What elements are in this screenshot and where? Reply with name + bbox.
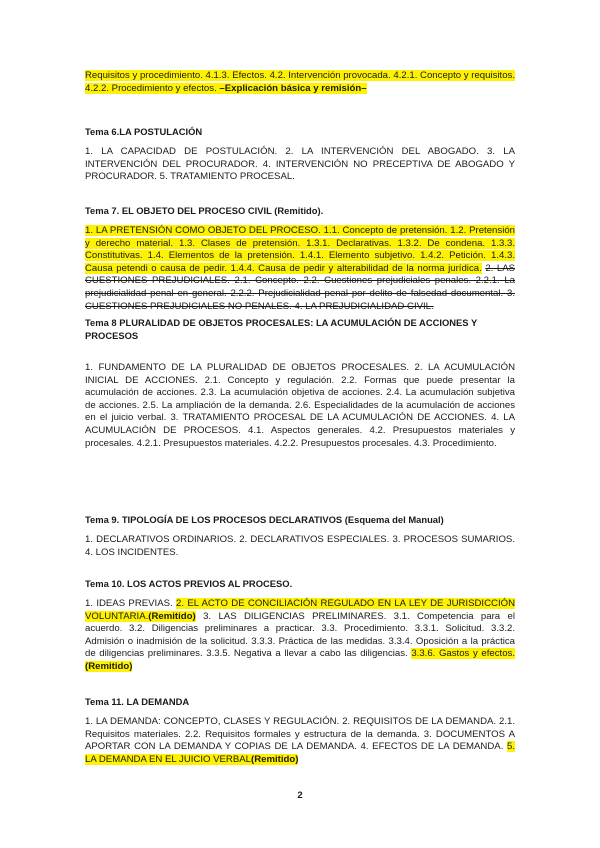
tema9-title: Tema 9. TIPOLOGÍA DE LOS PROCESOS DECLARATIVOS (Esquema del Manual) xyxy=(85,514,444,525)
tema10-text-1: 1. IDEAS PREVIAS. xyxy=(85,598,176,609)
tema11-juicio-verbal: 5. LA DEMANDA EN EL JUICIO VERBAL xyxy=(85,741,515,765)
tema10-remitido-1: (Remitido) xyxy=(148,610,196,622)
tema7-struck-text: 2. LAS CUESTIONES PREJUDICIALES. 2.1. Concepto. 2.2. Cuestiones prejudiciales penales. 2.2.1. La prejudicialidad penal en general. 2.2.2. Prejudicialidad penal por delito de falsedad documental. 3. CUESTIONES PREJUDICIALES NO PENALES. 4. LA PREJUDICIALIDAD CIVIL. xyxy=(85,262,515,312)
tema10-remitido-2: (Remitido) xyxy=(85,660,133,672)
tema9-body: 1. DECLARATIVOS ORDINARIOS. 2. DECLARATIVOS ESPECIALES. 3. PROCESOS SUMARIOS. 4. LOS INCIDENTES. xyxy=(85,534,515,558)
intro-remission-note: –Explicación básica y remisión– xyxy=(219,82,367,94)
intro-highlight: Requisitos y procedimiento. 4.1.3. Efectos. 4.2. Intervención provocada. 4.2.1. Concepto y requisitos. 4.2.2. Procedimiento y efectos. xyxy=(85,70,515,94)
tema8-title: Tema 8 PLURALIDAD DE OBJETOS PROCESALES: LA ACUMULACIÓN DE ACCIONES Y PROCESOS xyxy=(85,317,478,341)
tema10-section xyxy=(85,577,515,674)
tema11-text: 1. LA DEMANDA: CONCEPTO, CLASES Y REGULACIÓN. 2. REQUISITOS DE LA DEMANDA. 2.1. Requisitos materiales. 2.2. Requisitos formales y estructura de la demanda. 3. DOCUMENTOS A APORTAR CON LA DEMANDA Y COPIAS DE LA DEMANDA. 4. EFECTOS DE LA DEMANDA. xyxy=(85,716,515,753)
tema9-section xyxy=(85,513,515,559)
tema6-body: 1. LA CAPACIDAD DE POSTULACIÓN. 2. LA INTERVENCIÓN DEL ABOGADO. 3. LA INTERVENCIÓN DEL PROCURADOR. 4. INTERVENCIÓN NO PRECEPTIVA DE ABOGADO Y PROCURADOR. 5. TRATAMIENTO PROCESAL. xyxy=(85,146,515,183)
tema10-title: Tema 10. LOS ACTOS PREVIOS AL PROCESO. xyxy=(85,578,293,589)
tema6-title: Tema 6.LA POSTULACIÓN xyxy=(85,126,203,137)
tema8-section xyxy=(85,316,515,450)
page-number: 2 xyxy=(297,790,303,801)
tema11-section xyxy=(85,695,515,766)
intro-paragraph xyxy=(85,70,515,95)
tema11-title: Tema 11. LA DEMANDA xyxy=(85,696,190,707)
tema7-highlighted-text: 1. LA PRETENSIÓN COMO OBJETO DEL PROCESO. 1.1. Concepto de pretensión. 1.2. Pretensión y derecho material. 1.3. Clases de pretensión. 1.3.1. Declarativas. 1.3.2. De condena. 1.3.3. Constitutivas. 1.4. Elementos de la pretensión. 1.4.1. Elemento subjetivo. 1.4.2. Petición. 1.4.3. Causa petendi o causa de pedir. 1.4.4. Causa de pedir y alterabilidad de la norma jurídica. xyxy=(85,225,515,274)
tema10-text-2: 3. LAS DILIGENCIAS PRELIMINARES. 3.1. Competencia para el acuerdo. 3.2. Diligencias preliminares a practicar. 3.3. Procedimiento. 3.3.1. Solicitud. 3.3.2. Admisión o inadmisión de la solicitud. 3.3.3. Práctica de las medidas. 3.3.4. Oposición a la práctica de diligencias preliminares. 3.3.5. Negativa a llevar a cabo las diligencias. xyxy=(85,610,515,660)
tema8-body: 1. FUNDAMENTO DE LA PLURALIDAD DE OBJETOS PROCESALES. 2. LA ACUMULACIÓN INICIAL DE ACCIONES. 2.1. Concepto y regulación. 2.2. Formas que puede presentar la acumulación de acciones. 2.3. La acumulación objetiva de acciones. 2.4. La acumulación subjetiva de acciones. 2.5. La ampliación de la demanda. 2.6. Especialidades de la acumulación de acciones en el juicio verbal. 3. TRATAMIENTO PROCESAL DE LA ACUMULACIÓN DE ACCIONES. 4. LA ACUMULACIÓN DE PROCESOS. 4.1. Aspectos generales. 4.2. Presupuestos materiales y procesales. 4.2.1. Presupuestos materiales. 4.2.2. Presupuestos procesales. 4.3. Procedimiento. xyxy=(85,362,515,449)
tema10-gastos: 3.3.6. Gastos y efectos. xyxy=(411,648,515,660)
tema7-title: Tema 7. EL OBJETO DEL PROCESO CIVIL (Remitido). xyxy=(85,205,324,216)
tema11-remitido: (Remitido) xyxy=(251,753,299,765)
tema10-conciliacion: 2. EL ACTO DE CONCILIACIÓN REGULADO EN LA LEY DE JURISDICCIÓN VOLUNTARIA. xyxy=(85,598,515,622)
tema6-section xyxy=(85,125,515,184)
tema7-section xyxy=(85,204,515,313)
